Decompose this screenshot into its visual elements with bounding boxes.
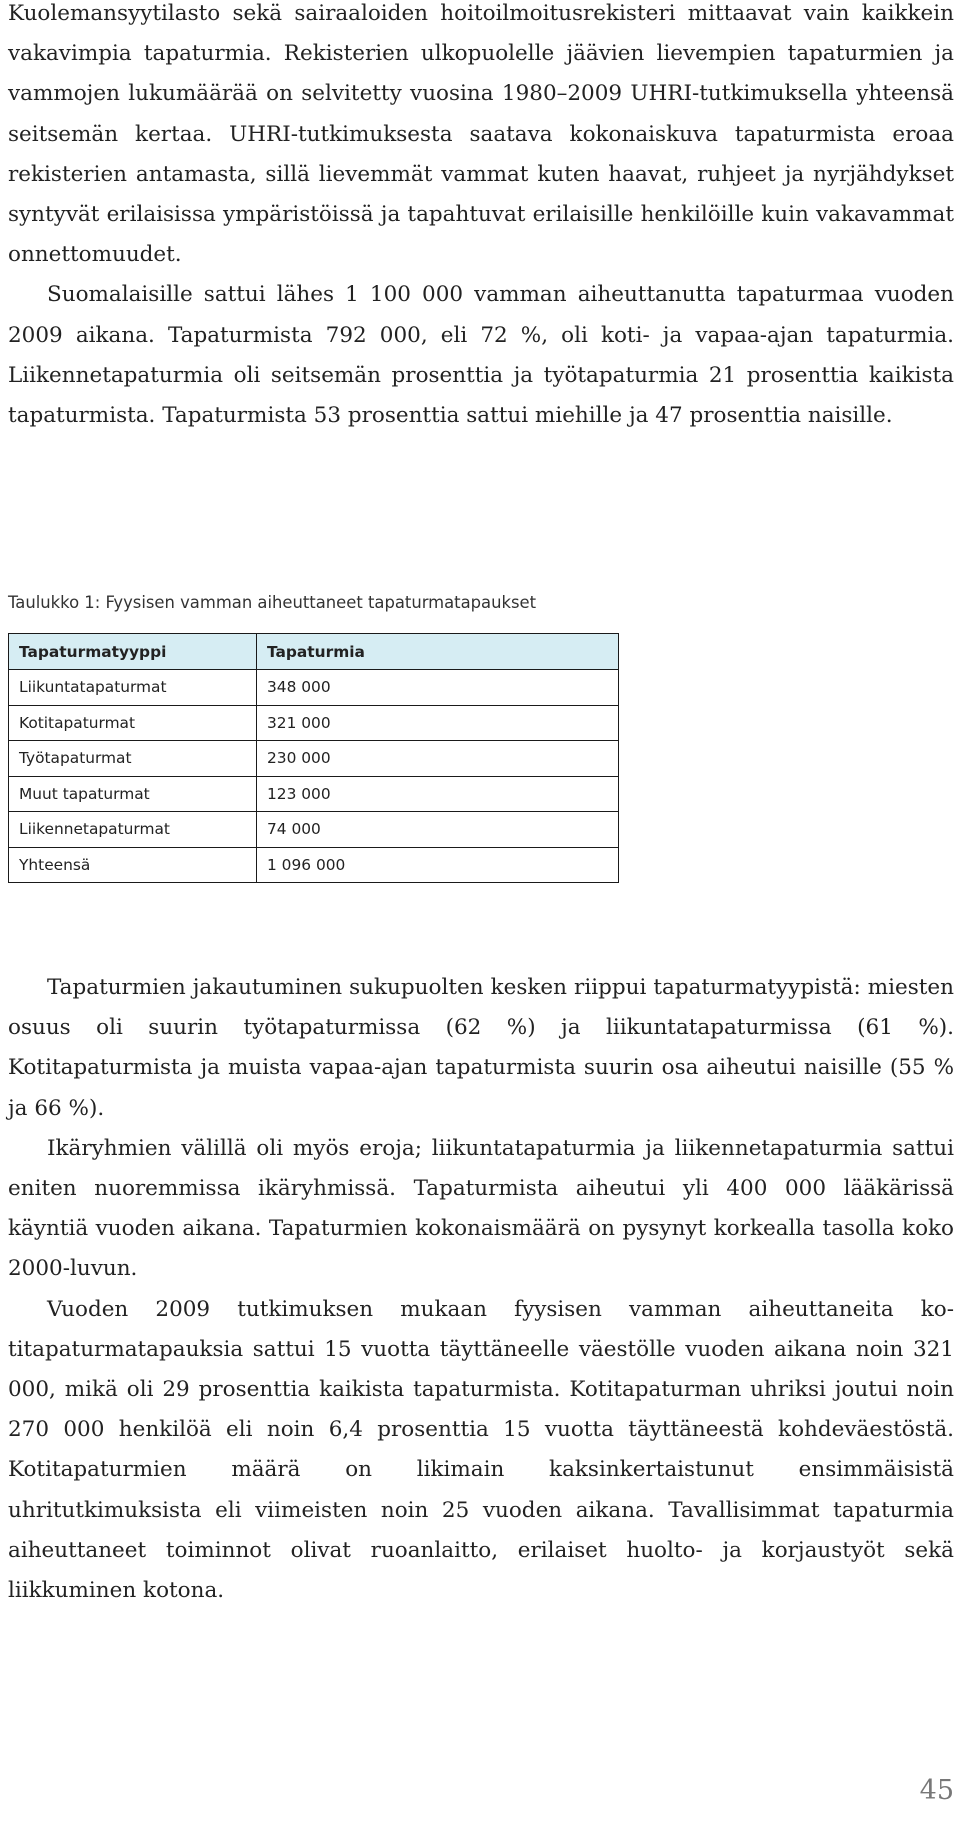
cell-count: 123 000 <box>257 776 619 812</box>
cell-type: Liikuntatapaturmat <box>9 670 257 706</box>
column-header-type: Tapaturmatyyppi <box>9 634 257 670</box>
table-row-total <box>9 847 619 883</box>
cell-type: Työtapaturmat <box>9 741 257 777</box>
column-header-count: Tapaturmia <box>257 634 619 670</box>
cell-type: Liikennetapaturmat <box>9 812 257 848</box>
table-header-row <box>9 634 619 670</box>
paragraph-home-accidents: Vuoden 2009 tutkimuksen mukaan fyysisen vamman aiheuttaneita kotitapaturmatapauksia sattui 15 vuotta täyttäneelle väestölle vuoden aikana noin 321 000, mikä oli 29 prosenttia kaikista tapaturmista. Kotitapaturman uhriksi joutui noin 270 000 henkilöä eli noin 6,4 prosenttia 15 vuotta täyttäneestä kohdeväestöstä. Kotitapaturmien määrä on likimain kaksinkertaistunut ensimmäisistä uhritutkimuksista eli viimeisten noin 25 vuoden aikana. Tavallisimmat tapaturmia aiheuttaneet toiminnot olivat ruoanlaitto, erilaiset huolto- ja korjaustyöt sekä liikkuminen kotona. <box>8 1296 954 1604</box>
intro-text-block <box>8 0 954 436</box>
paragraph-registries: Kuolemansyytilasto sekä sairaaloiden hoitoilmoitusrekisteri mittaavat vain kaikkein vakavimpia tapaturmia. Rekisterien ulkopuolelle jäävien lievempien tapaturmien ja vammojen lukumäärää on selvitetty vuosina 1980–2009 UHRI-tutkimuksella yhteensä seitsemän kertaa. UHRI-tutkimuksesta saatava kokonaiskuva tapaturmista eroaa rekisterien antamasta, sillä lievemmät vammat kuten haavat, ruhjeet ja nyrjähdykset syntyvät erilaisissa ympäristöissä ja tapahtuvat erilaisille henkilöille kuin vakavammat onnettomuudet. <box>8 1 954 268</box>
table-caption: Taulukko 1: Fyysisen vamman aiheuttaneet tapaturmatapaukset <box>8 593 537 612</box>
cell-type: Kotitapaturmat <box>9 705 257 741</box>
paragraph-gender: Tapaturmien jakautuminen sukupuolten kesken riippui tapaturmatyypistä: miesten osuus oli suurin työtapaturmissa (62 %) ja liikuntatapaturmissa (61 %). Kotitapaturmista ja muista vapaa-ajan tapaturmista suurin osa aiheutui naisille (55 % ja 66 %). <box>8 975 954 1121</box>
cell-count: 230 000 <box>257 741 619 777</box>
table-row <box>9 705 619 741</box>
cell-count: 1 096 000 <box>257 847 619 883</box>
table-row <box>9 741 619 777</box>
cell-type: Yhteensä <box>9 847 257 883</box>
analysis-text-block <box>8 968 954 1611</box>
paragraph-age-groups: Ikäryhmien välillä oli myös eroja; liikuntatapaturmia ja liikennetapaturmia sattui eniten nuoremmissa ikäryhmissä. Tapaturmista aiheutui yli 400 000 lääkärissä käyntiä vuoden aikana. Tapaturmien kokonaismäärä on pysynyt korkealla tasolla koko 2000-luvun. <box>8 1135 954 1282</box>
table-row <box>9 812 619 848</box>
paragraph-injury-counts: Suomalaisille sattui lähes 1 100 000 vamman aiheuttanutta tapaturmaa vuoden 2009 aikana. Tapaturmista 792 000, eli 72 %, oli koti- ja vapaa-ajan tapaturmia. Liikennetapaturmia oli seitsemän prosenttia ja työtapaturmia 21 prosenttia kaikista tapaturmista. Tapaturmista 53 prosenttia sattui miehille ja 47 prosenttia naisille. <box>8 282 954 429</box>
cell-count: 348 000 <box>257 670 619 706</box>
cell-count: 74 000 <box>257 812 619 848</box>
cell-type: Muut tapaturmat <box>9 776 257 812</box>
table-row <box>9 670 619 706</box>
page-number: 45 <box>919 1775 954 1806</box>
cell-count: 321 000 <box>257 705 619 741</box>
table-row <box>9 776 619 812</box>
accident-table <box>8 633 619 883</box>
